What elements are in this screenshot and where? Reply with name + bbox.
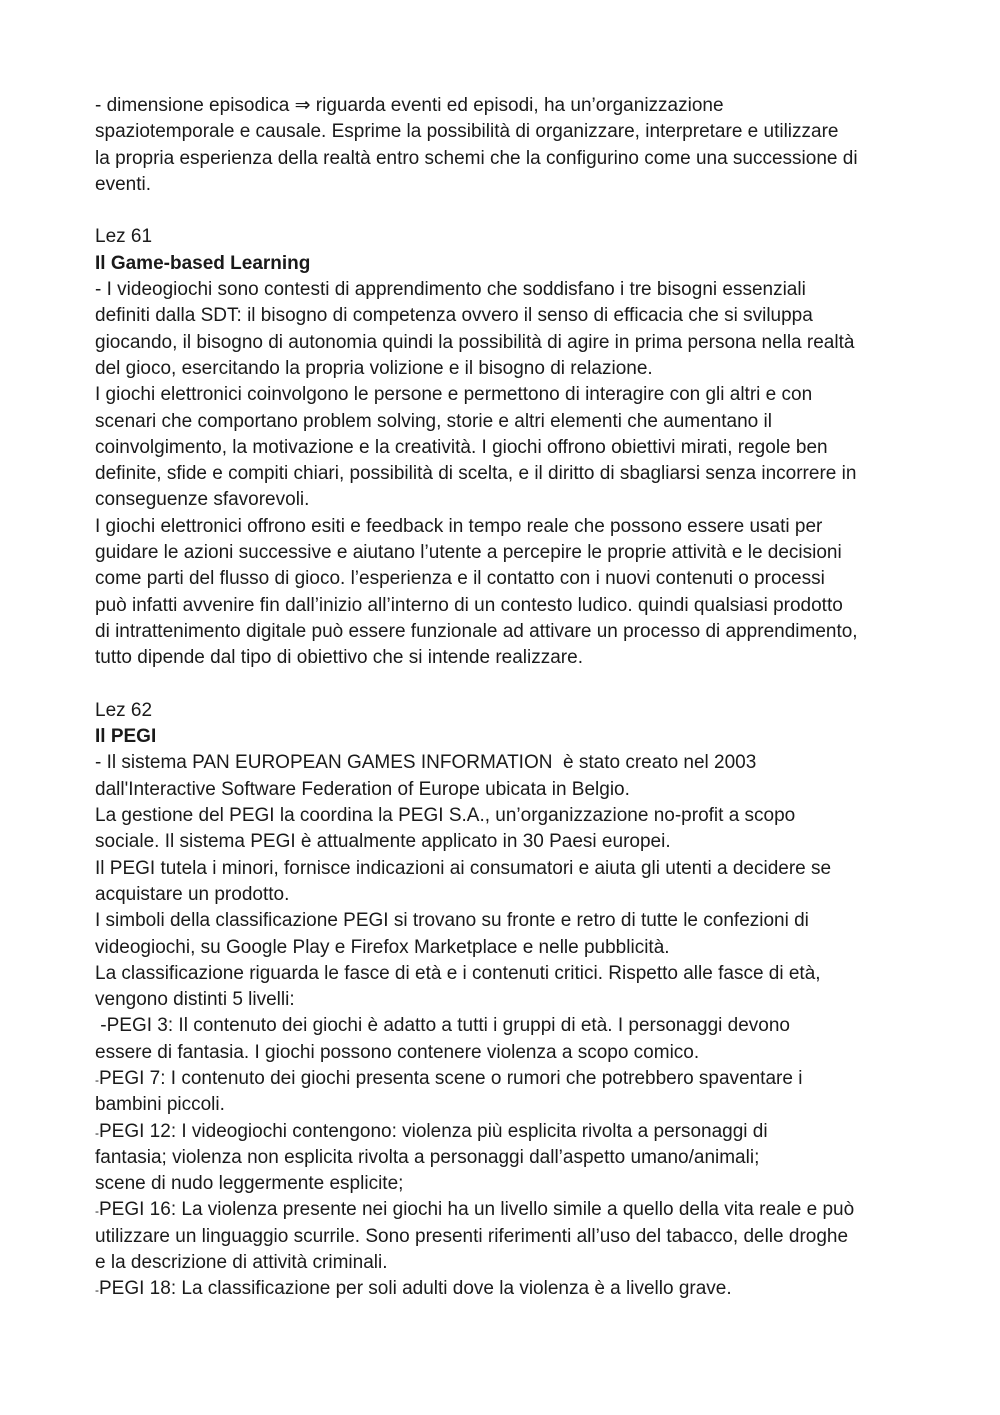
text-line: I simboli della classificazione PEGI si trovano su fronte e retro di tutte le confezioni di [95,910,809,932]
text-line: - Il sistema PAN EUROPEAN GAMES INFORMATION è stato creato nel 2003 [95,752,757,774]
text-line: e la descrizione di attività criminali. [95,1252,388,1274]
text-line: PEGI 12: I videogiochi contengono: violenza più esplicita rivolta a personaggi di [99,1120,768,1142]
document-page [95,93,910,1303]
text-line: I giochi elettronici coinvolgono le persone e permettono di interagire con gli altri e con [95,384,813,406]
text-line: dall'Interactive Software Federation of Europe ubicata in Belgio. [95,778,630,800]
section-lez61 [95,224,910,671]
text-line: -PEGI 3: Il contenuto dei giochi è adatto a tutti i gruppi di età. I personaggi devono [95,1015,791,1037]
pegi12-item [95,1119,910,1145]
text-line: vengono distinti 5 livelli: [95,989,295,1011]
text-line: PEGI 7: I contenuto dei giochi presenta scene o rumori che potrebbero spaventare i [99,1067,803,1089]
text-line: conseguenze sfavorevoli. [95,489,310,511]
text-line: definiti dalla SDT: il bisogno di competenza ovvero il senso di efficacia che si sviluppa [95,305,813,327]
blank-line [95,672,910,698]
text-line: - I videogiochi sono contesti di apprendimento che soddisfano i tre bisogni essenziali [95,279,806,301]
text-line: tutto dipende dal tipo di obiettivo che si intende realizzare. [95,647,583,669]
text-line: la propria esperienza della realtà entro schemi che la configurino come una successione di [95,147,858,169]
text-line: spaziotemporale e causale. Esprime la possibilità di organizzare, interpretare e utilizzare [95,121,839,143]
list-dash: - [95,1283,99,1298]
pegi18-item [95,1276,910,1302]
text-line: PEGI 16: La violenza presente nei giochi ha un livello simile a quello della vita reale e può [99,1199,855,1221]
text-line: bambini piccoli. [95,1094,225,1116]
intro-paragraph [95,93,910,198]
text-line: acquistare un prodotto. [95,883,290,905]
section-title: Il PEGI [95,726,157,748]
text-line: fantasia; violenza non esplicita rivolta a personaggi dall’aspetto umano/animali; [95,1146,760,1168]
text-line: I giochi elettronici offrono esiti e feedback in tempo reale che possono essere usati per [95,515,823,537]
text-line: guidare le azioni successive e aiutano l’utente a percepire le proprie attività e le decisioni [95,542,842,564]
pegi16-item [95,1197,910,1223]
text-line: La classificazione riguarda le fasce di età e i contenuti critici. Rispetto alle fasce di età, [95,962,821,984]
text-line: - dimensione episodica ⇒ riguarda eventi ed episodi, ha un’organizzazione [95,95,724,116]
text-line: eventi. [95,173,151,195]
text-line: del gioco, esercitando la propria volizione e il bisogno di relazione. [95,357,653,379]
text-line: Il PEGI tutela i minori, fornisce indicazioni ai consumatori e aiuta gli utenti a decidere se [95,857,832,879]
pegi7-item [95,1066,910,1092]
text-line: scene di nudo leggermente esplicite; [95,1173,404,1195]
blank-line [95,198,910,224]
text-line: PEGI 18: La classificazione per soli adulti dove la violenza è a livello grave. [99,1278,732,1300]
list-dash: - [95,1072,99,1087]
text-line: sociale. Il sistema PEGI è attualmente applicato in 30 Paesi europei. [95,831,671,853]
text-line: come parti del flusso di gioco. l’esperienza e il contatto con i nuovi contenuti o processi [95,568,825,590]
section-title: Il Game-based Learning [95,252,311,274]
list-dash: - [95,1125,99,1140]
text-line: giocando, il bisogno di autonomia quindi la possibilità di agire in prima persona nella realtà [95,331,855,353]
text-line: videogiochi, su Google Play e Firefox Marketplace e nelle pubblicità. [95,936,670,958]
text-line: essere di fantasia. I giochi possono contenere violenza a scopo comico. [95,1041,700,1063]
text-line: scenari che comportano problem solving, storie e altri elementi che aumentano il [95,410,772,432]
lesson-label: Lez 61 [95,226,153,248]
text-line: può infatti avvenire fin dall’inizio all’interno di un contesto ludico. quindi qualsiasi prodotto [95,594,843,616]
text-line: definite, sfide e compiti chiari, possibilità di scelta, e il diritto di sbagliarsi senza incorrere in [95,463,857,485]
text-line: utilizzare un linguaggio scurrile. Sono presenti riferimenti all’uso del tabacco, delle droghe [95,1225,849,1247]
list-dash: - [95,1204,99,1219]
text-line: di intrattenimento digitale può essere funzionale ad attivare un processo di apprendimento, [95,620,858,642]
lesson-label: Lez 62 [95,699,153,721]
text-line: coinvolgimento, la motivazione e la creatività. I giochi offrono obiettivi mirati, regole ben [95,436,828,458]
section-lez62 [95,698,910,1303]
text-line: La gestione del PEGI la coordina la PEGI S.A., un’organizzazione no-profit a scopo [95,805,796,827]
